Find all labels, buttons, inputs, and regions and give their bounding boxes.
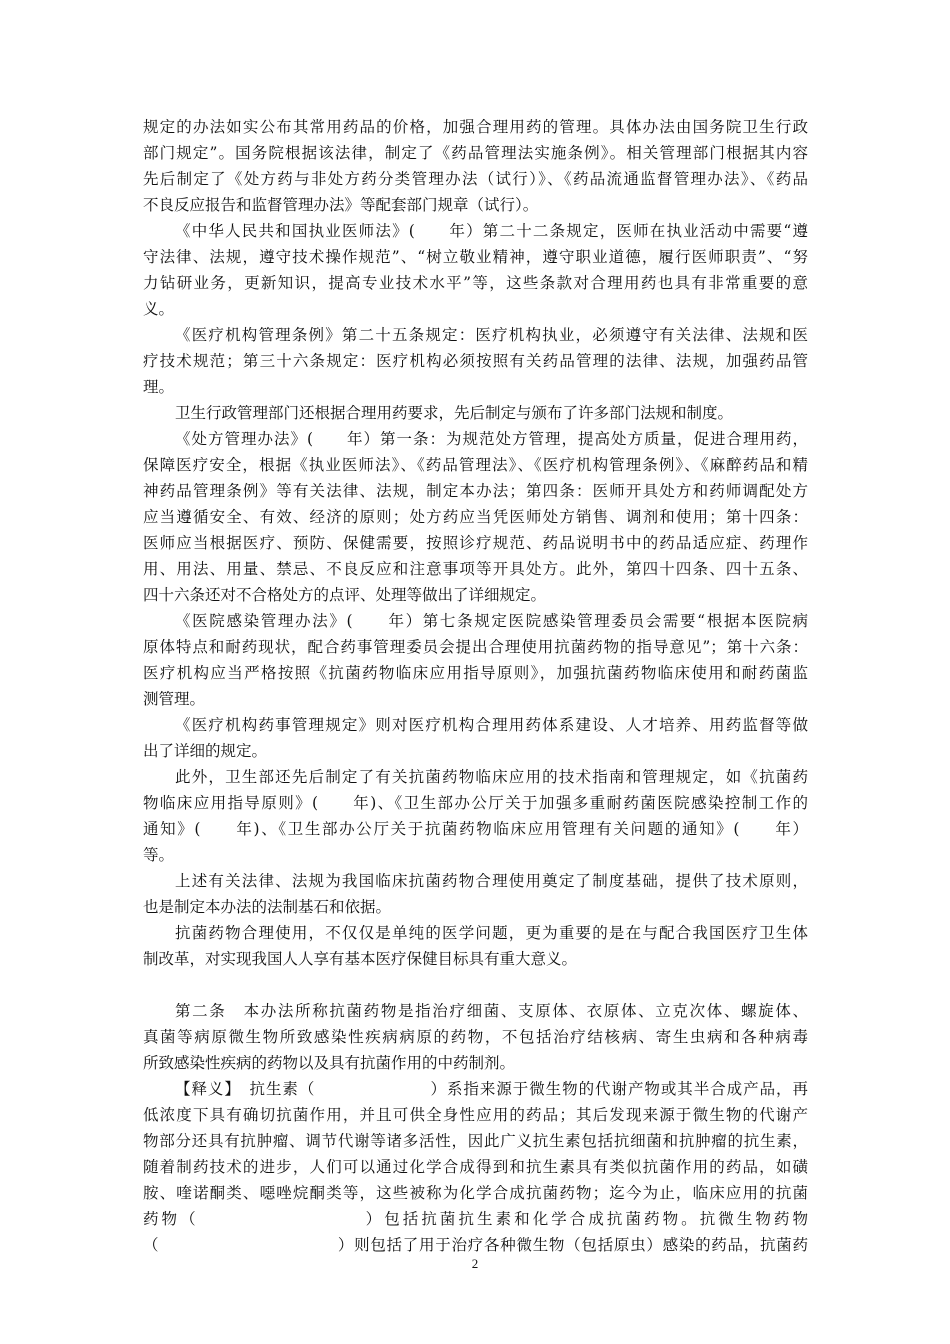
text-line: 真菌等病原微生物所致感染性疾病病原的药物，不包括治疗结核病、寄生虫病和各种病毒 — [143, 1028, 808, 1046]
text-line: 医疗机构应当严格按照《抗菌药物临床应用指导原则》，加强抗菌药物临床使用和耐药菌监 — [143, 664, 808, 682]
text-line: 应当遵循安全、有效、经济的原则；处方药应当凭医师处方销售、调剂和使用；第十四条： — [143, 508, 808, 526]
text-line: 先后制定了《处方药与非处方药分类管理办法（试行）》、《药品流通监督管理办法》、《药品 — [143, 170, 808, 188]
text-line: 所致感染性疾病的药物以及具有抗菌作用的中药制剂。 — [143, 1054, 516, 1072]
text-line: 《医院感染管理办法》( 年）第七条规定医院感染管理委员会需要“根据本医院病 — [175, 612, 808, 630]
text-line: 力钻研业务，更新知识，提高专业技术水平”等，这些条款对合理用药也具有非常重要的意 — [143, 274, 808, 292]
text-line: 测管理。 — [143, 690, 206, 708]
text-line: 原体特点和耐药现状，配合药事管理委员会提出合理使用抗菌药物的指导意见”；第十六条： — [143, 638, 808, 656]
text-line: 【释义】 抗生素（ ）系指来源于微生物的代谢产物或其半合成产品，再 — [175, 1080, 808, 1098]
text-line: 物部分还具有抗肿瘤、调节代谢等诸多活性，因此广义抗生素包括抗细菌和抗肿瘤的抗生素， — [143, 1132, 808, 1150]
text-line: 随着制药技术的进步，人们可以通过化学合成得到和抗生素具有类似抗菌作用的药品，如磺 — [143, 1158, 808, 1176]
text-line: 抗菌药物合理使用，不仅仅是单纯的医学问题，更为重要的是在与配合我国医疗卫生体 — [175, 924, 808, 942]
text-line: 保障医疗安全，根据《执业医师法》、《药品管理法》、《医疗机构管理条例》、《麻醉药品和精 — [143, 456, 808, 474]
text-line: 等。 — [143, 846, 175, 864]
text-line: 《医疗机构药事管理规定》则对医疗机构合理用药体系建设、人才培养、用药监督等做 — [175, 716, 808, 734]
text-line: 也是制定本办法的法制基石和依据。 — [143, 898, 392, 916]
text-line: 此外，卫生部还先后制定了有关抗菌药物临床应用的技术指南和管理规定，如《抗菌药 — [175, 768, 808, 786]
text-line: 出了详细的规定。 — [143, 742, 268, 760]
text-line: 不良反应报告和监督管理办法》等配套部门规章（试行）。 — [143, 196, 539, 214]
text-line: 胺、喹诺酮类、噁唑烷酮类等，这些被称为化学合成抗菌药物；迄今为止，临床应用的抗菌 — [143, 1184, 808, 1202]
text-line: 部门规定”。国务院根据该法律，制定了《药品管理法实施条例》。相关管理部门根据其内容 — [143, 144, 808, 162]
text-line: 第二条 本办法所称抗菌药物是指治疗细菌、支原体、衣原体、立克次体、螺旋体、 — [175, 1002, 808, 1020]
page-number: 2 — [471, 1256, 479, 1271]
text-line: 理。 — [143, 378, 175, 396]
text-line: 《中华人民共和国执业医师法》( 年）第二十二条规定，医师在执业活动中需要“遵 — [175, 222, 808, 240]
text-line: （ ）则包括了用于治疗各种微生物（包括原虫）感染的药品，抗菌药 — [143, 1236, 808, 1254]
text-line: 《医疗机构管理条例》第二十五条规定：医疗机构执业，必须遵守有关法律、法规和医 — [175, 326, 808, 344]
text-line: 低浓度下具有确切抗菌作用，并且可供全身性应用的药品；其后发现来源于微生物的代谢产 — [143, 1106, 808, 1124]
text-line: 义。 — [143, 300, 175, 318]
text-line: 守法律、法规，遵守技术操作规范”、“树立敬业精神，遵守职业道德，履行医师职责”、“努 — [143, 248, 808, 266]
text-line: 医师应当根据医疗、预防、保健需要，按照诊疗规范、药品说明书中的药品适应症、药理作 — [143, 534, 808, 552]
text-line: 《处方管理办法》( 年）第一条：为规范处方管理，提高处方质量，促进合理用药， — [175, 430, 808, 448]
text-line: 卫生行政管理部门还根据合理用药要求，先后制定与颁布了许多部门法规和制度。 — [175, 404, 734, 422]
text-line: 制改革，对实现我国人人享有基本医疗保健目标具有重大意义。 — [143, 950, 578, 968]
text-line: 神药品管理条例》等有关法律、法规，制定本办法；第四条：医师开具处方和药师调配处方 — [143, 482, 808, 500]
text-line: 规定的办法如实公布其常用药品的价格，加强合理用药的管理。具体办法由国务院卫生行政 — [143, 118, 808, 136]
text-line: 药物（ ）包括抗菌抗生素和化学合成抗菌药物。抗微生物药物 — [143, 1210, 808, 1228]
text-line: 用、用法、用量、禁忌、不良反应和注意事项等开具处方。此外，第四十四条、四十五条、 — [143, 560, 808, 578]
text-line: 疗技术规范；第三十六条规定：医疗机构必须按照有关药品管理的法律、法规，加强药品管 — [143, 352, 808, 370]
text-line: 通知》( 年)、《卫生部办公厅关于抗菌药物临床应用管理有关问题的通知》( 年） — [143, 820, 808, 838]
text-line: 四十六条还对不合格处方的点评、处理等做出了详细规定。 — [143, 586, 547, 604]
text-line: 上述有关法律、法规为我国临床抗菌药物合理使用奠定了制度基础，提供了技术原则， — [175, 872, 808, 890]
text-line: 物临床应用指导原则》( 年)、《卫生部办公厅关于加强多重耐药菌医院感染控制工作的 — [143, 794, 808, 812]
